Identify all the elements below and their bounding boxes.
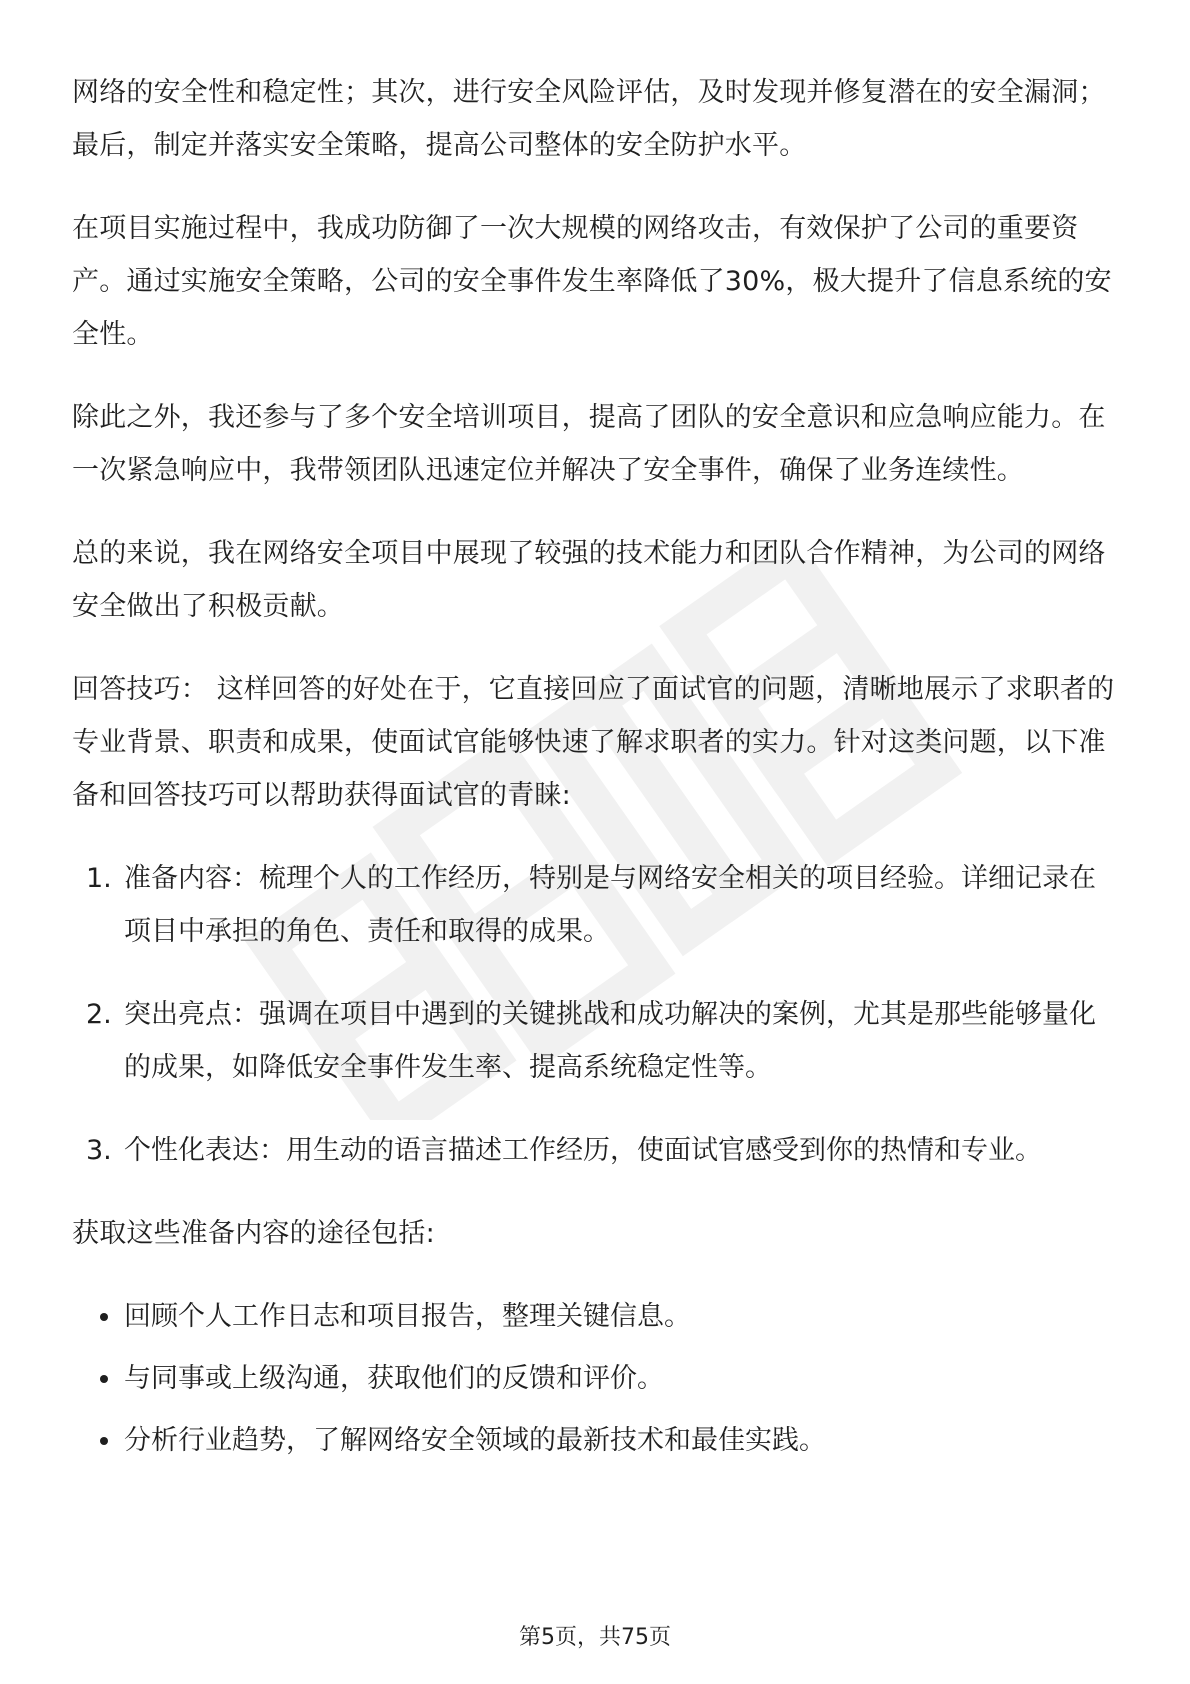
list-number: 3. xyxy=(86,1135,112,1166)
numbered-list-item xyxy=(72,852,1122,958)
paragraph-defense-result: 在项目实施过程中，我成功防御了一次大规模的网络攻击，有效保护了公司的重要资产。通过实施安全策略，公司的安全事件发生率降低了30%，极大提升了信息系统的安全性。 xyxy=(72,213,1112,350)
bullet-list-item xyxy=(72,1352,1122,1405)
bullet-list-item xyxy=(72,1290,1122,1343)
sources-bullet-list xyxy=(72,1290,1122,1467)
list-item-text: 突出亮点：强调在项目中遇到的关键挑战和成功解决的案例，尤其是那些能够量化的成果，如降低安全事件发生率、提高系统稳定性等。 xyxy=(124,999,1096,1083)
list-item-text: 分析行业趋势，了解网络安全领域的最新技术和最佳实践。 xyxy=(124,1425,826,1456)
paragraph-training: 除此之外，我还参与了多个安全培训项目，提高了团队的安全意识和应急响应能力。在一次紧急响应中，我带领团队迅速定位并解决了安全事件，确保了业务连续性。 xyxy=(72,402,1106,486)
page-number-footer: 第5页，共75页 xyxy=(519,1625,671,1650)
list-item-text: 与同事或上级沟通，获取他们的反馈和评价。 xyxy=(124,1363,664,1394)
bullet-list-item xyxy=(72,1414,1122,1467)
paragraph-security-tasks: 网络的安全性和稳定性；其次，进行安全风险评估，及时发现并修复潜在的安全漏洞；最后，制定并落实安全策略，提高公司整体的安全防护水平。 xyxy=(72,77,1106,161)
list-item-text: 个性化表达：用生动的语言描述工作经历，使面试官感受到你的热情和专业。 xyxy=(124,1135,1042,1166)
paragraph-sources-intro: 获取这些准备内容的途径包括: xyxy=(72,1218,435,1249)
list-item-text: 准备内容：梳理个人的工作经历，特别是与网络安全相关的项目经验。详细记录在项目中承担的角色、责任和取得的成果。 xyxy=(124,863,1096,947)
tips-numbered-list xyxy=(72,852,1122,1177)
numbered-list-item xyxy=(72,988,1122,1094)
document-body xyxy=(72,66,1122,1476)
numbered-list-item xyxy=(72,1124,1122,1177)
list-number: 2. xyxy=(86,999,112,1030)
list-number: 1. xyxy=(86,863,112,894)
list-item-text: 回顾个人工作日志和项目报告，整理关键信息。 xyxy=(124,1301,691,1332)
paragraph-summary: 总的来说，我在网络安全项目中展现了较强的技术能力和团队合作精神，为公司的网络安全做出了积极贡献。 xyxy=(72,538,1106,622)
bullet-dot-icon xyxy=(100,1375,108,1383)
paragraph-answer-tips: 回答技巧： 这样回答的好处在于，它直接回应了面试官的问题，清晰地展示了求职者的专业背景、职责和成果，使面试官能够快速了解求职者的实力。针对这类问题，以下准备和回答技巧可以帮助获得面试官的青睐: xyxy=(72,674,1115,811)
bullet-dot-icon xyxy=(100,1313,108,1321)
bullet-dot-icon xyxy=(100,1437,108,1445)
